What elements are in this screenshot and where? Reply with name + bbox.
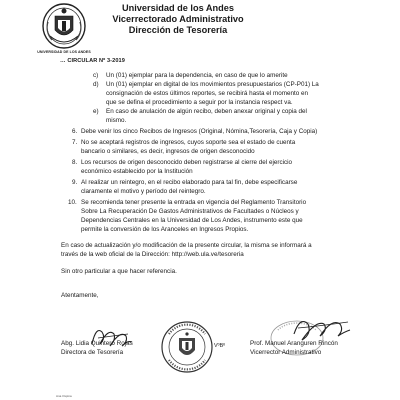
list-item-text: claramente el motivo y período del reintegro. bbox=[81, 188, 206, 195]
list-marker: 6. bbox=[72, 128, 78, 135]
list-marker: 7. bbox=[72, 139, 78, 146]
list-item-text: mismo. bbox=[106, 117, 127, 124]
list-item-text: Se recomienda tener presente la entrada en vigencia del Reglamento Transitorio bbox=[81, 199, 307, 206]
salutation: Atentamente, bbox=[61, 292, 99, 299]
list-marker: c) bbox=[93, 72, 99, 79]
list-item-text: que se defina el procedimiento a seguir por la instancia respect va. bbox=[106, 99, 293, 106]
vice-rectorate-name: Vicerrectorado Administrativo bbox=[112, 14, 244, 24]
list-item-text: Debe venir los cinco Recibos de Ingresos (Original, Nómina,Tesorería, Caja y Copia) bbox=[81, 128, 318, 135]
list-item-text: Los recursos de origen desconocido deben registrarse al cierre del ejercicio bbox=[81, 159, 293, 166]
right-signatory-name: Prof. Manuel Aranguren Rincón bbox=[250, 340, 338, 347]
left-signatory-name: Abg. Lidia Quintero Rojas bbox=[61, 340, 133, 347]
list-marker: e) bbox=[93, 108, 99, 115]
list-item-text: bancario o similares, es decir, ingresos de origen desconocido bbox=[81, 148, 255, 155]
list-item-text: permite la conversión de los Aranceles en Ingresos Propios. bbox=[81, 226, 249, 233]
closing-remark: Sin otro particular a que hacer referencia. bbox=[61, 268, 177, 275]
vobo-label: VºBº bbox=[214, 343, 226, 349]
department-name: Dirección de Tesorería bbox=[128, 25, 228, 35]
official-stamp-icon bbox=[160, 320, 214, 374]
list-item-text: económico establecido por la Institución bbox=[81, 168, 193, 175]
list-marker: 8. bbox=[72, 159, 78, 166]
letterhead bbox=[88, 3, 268, 36]
list-item-text: No se aceptará registros de ingresos, cuyos soporte sea el estado de cuenta bbox=[81, 139, 296, 146]
list-item-text: Un (01) ejemplar para la dependencia, en caso de que lo amerite bbox=[106, 72, 288, 79]
list-marker: 10. bbox=[68, 199, 77, 206]
left-signatory-title: Directora de Tesorería bbox=[61, 349, 124, 356]
university-name: Universidad de los Andes bbox=[122, 3, 234, 13]
logo-caption: UNIVERSIDAD DE LOS ANDES bbox=[37, 50, 91, 54]
closing-paragraph-line: través de la web oficial de la Dirección: http://web.ula.ve/tesoreria bbox=[61, 251, 244, 258]
list-item-text: consignación de estos últimos reportes, se recibirá hasta el momento en bbox=[106, 90, 308, 97]
list-marker: 9. bbox=[72, 179, 78, 186]
list-item-text: En caso de anulación de algún recibo, deben anexar original y copia del bbox=[106, 108, 307, 115]
footnote-initials: Ana Ospina bbox=[56, 394, 72, 398]
closing-paragraph-line: En caso de actualización y/o modificación de la presente circular, la misma se informará a bbox=[61, 242, 312, 249]
list-marker: d) bbox=[93, 81, 99, 88]
list-item-text: Un (01) ejemplar en digital de los movimientos presupuestarios (CP-P01) La bbox=[106, 81, 319, 88]
list-item-text: Al realizar un reintegro, en el recibo elaborado para tal fin, debe especificarse bbox=[81, 179, 298, 186]
university-seal-icon bbox=[40, 2, 88, 54]
right-signatory-title: Vicerrector Administrativo bbox=[250, 349, 322, 356]
circular-reference: … CIRCULAR Nº 3-2019 bbox=[60, 58, 125, 64]
list-item-text: Sobre La Recuperación De Gastos Administrativos de Facultades o Núcleos y bbox=[81, 208, 299, 215]
list-item-text: Dependencias Centrales en la Universidad de Los Andes, instrumento este que bbox=[81, 217, 303, 224]
